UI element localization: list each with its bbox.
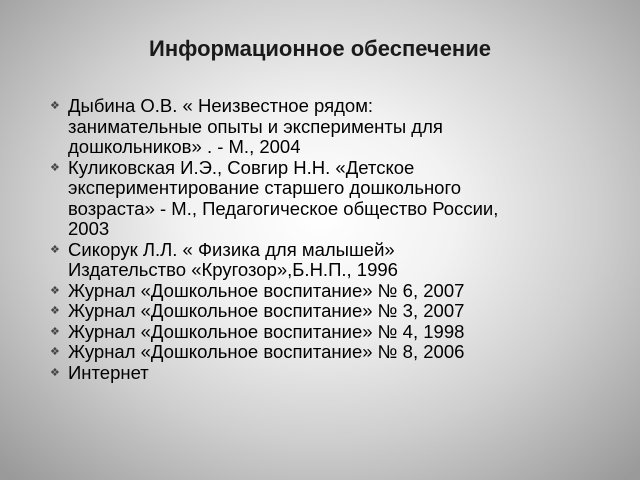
reference-list: [50, 96, 620, 383]
diamond-bullet-icon: ❖: [50, 346, 60, 358]
reference-line: Куликовская И.Э., Совгир Н.Н. «Детское: [68, 156, 415, 178]
reference-item: [50, 96, 620, 158]
reference-line: Журнал «Дошкольное воспитание» № 4, 1998: [68, 320, 465, 342]
reference-item: [50, 322, 620, 343]
reference-line: Дыбина О.В. « Неизвестное рядом:: [68, 95, 374, 116]
reference-line: возраста» - М., Педагогическое общество России,: [68, 197, 499, 219]
reference-line: Сикорук Л.Л. « Физика для малышей»: [68, 238, 395, 260]
diamond-bullet-icon: ❖: [50, 100, 60, 112]
slide-title: Информационное обеспечение: [149, 36, 491, 61]
reference-line: экспериментирование старшего дошкольного: [68, 177, 462, 198]
diamond-bullet-icon: ❖: [50, 305, 60, 317]
diamond-bullet-icon: ❖: [50, 284, 60, 297]
reference-item: [50, 342, 620, 363]
reference-line: Журнал «Дошкольное воспитание» № 6, 2007: [68, 279, 465, 301]
diamond-bullet-icon: ❖: [50, 161, 60, 174]
diamond-bullet-icon: ❖: [50, 325, 60, 338]
diamond-bullet-icon: ❖: [50, 366, 60, 379]
reference-item: [50, 301, 620, 322]
reference-item: [50, 240, 620, 281]
reference-line: занимательные опыты и эксперименты для: [68, 115, 443, 137]
reference-line: Интернет: [68, 361, 149, 383]
reference-line: дошкольников» . - М., 2004: [68, 136, 301, 157]
reference-line: 2003: [68, 218, 110, 239]
diamond-bullet-icon: ❖: [50, 243, 60, 256]
reference-line: Журнал «Дошкольное воспитание» № 8, 2006: [68, 341, 465, 362]
reference-line: Издательство «Кругозор»,Б.Н.П., 1996: [68, 259, 398, 280]
reference-line: Журнал «Дошкольное воспитание» № 3, 2007: [68, 300, 465, 321]
reference-item: [50, 363, 620, 384]
reference-item: [50, 281, 620, 302]
reference-item: [50, 158, 620, 240]
